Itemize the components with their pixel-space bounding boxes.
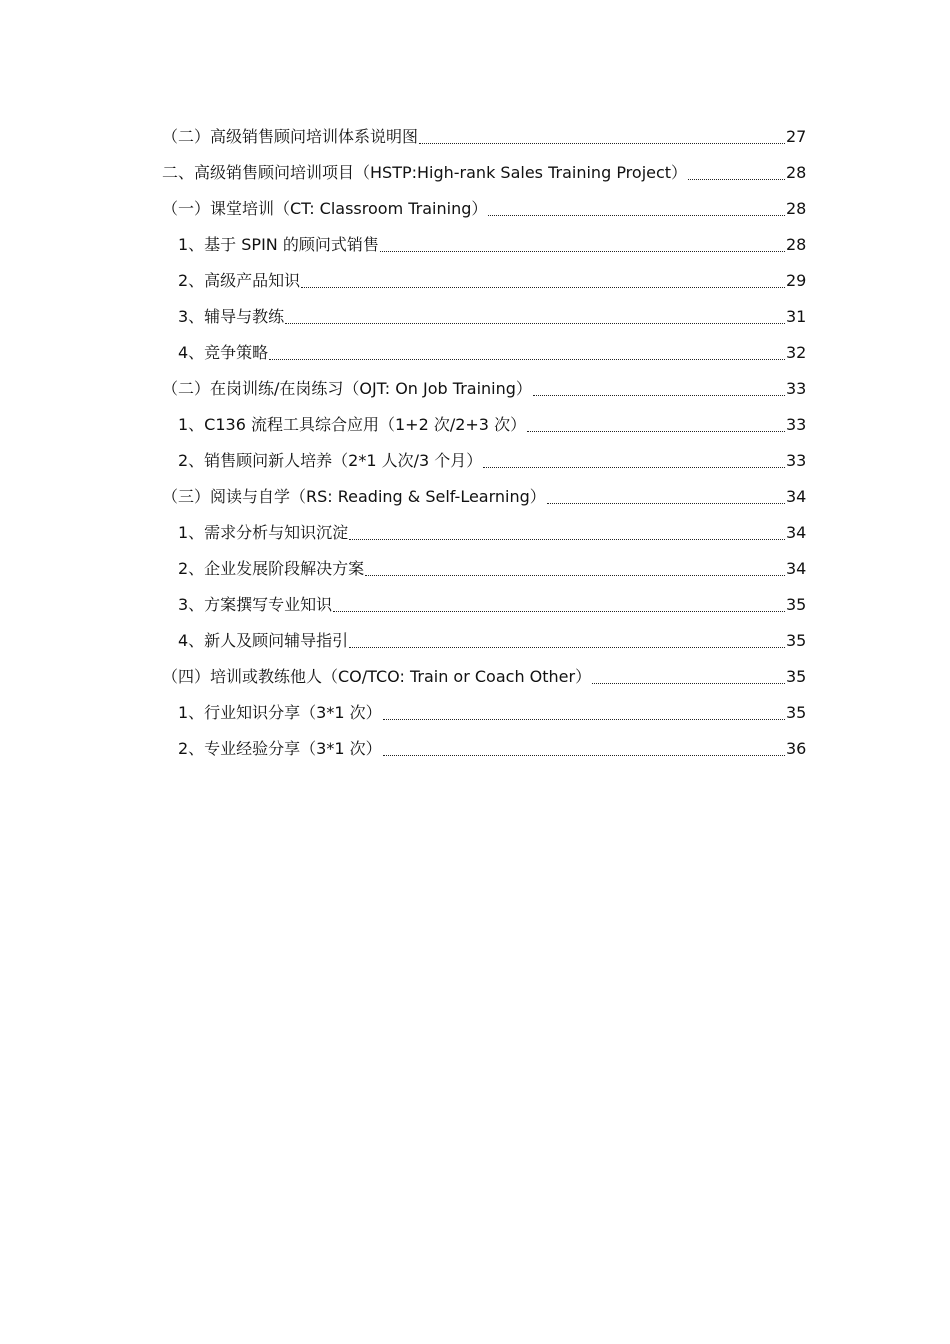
toc-entry[interactable] xyxy=(178,731,806,767)
toc-dot-leader xyxy=(383,695,785,731)
toc-dot-leader xyxy=(527,407,785,443)
toc-entry[interactable] xyxy=(162,119,806,155)
toc-entry-title: 3、方案撰写专业知识 xyxy=(178,595,333,614)
toc-entry-title: （二）在岗训练/在岗练习（OJT: On Job Training） xyxy=(162,379,532,398)
toc-entry-title: 1、行业知识分享（3*1 次） xyxy=(178,703,382,722)
toc-dot-leader xyxy=(380,227,785,263)
toc-page-number: 28 xyxy=(786,163,807,182)
toc-entry[interactable] xyxy=(178,263,806,299)
toc-dot-leader xyxy=(269,335,785,371)
toc-entry[interactable] xyxy=(162,191,806,227)
toc-entry-title: 4、竞争策略 xyxy=(178,343,269,362)
toc-page-number: 28 xyxy=(786,235,807,254)
toc-entry[interactable] xyxy=(162,479,806,515)
toc-entry[interactable] xyxy=(178,335,806,371)
toc-entry[interactable] xyxy=(162,155,806,191)
toc-dot-leader xyxy=(349,623,785,659)
toc-entry-title: 2、企业发展阶段解决方案 xyxy=(178,559,365,578)
toc-page-number: 33 xyxy=(786,379,807,398)
toc-entry[interactable] xyxy=(178,443,806,479)
toc-dot-leader xyxy=(483,443,785,479)
toc-entry-title: 3、辅导与教练 xyxy=(178,307,285,326)
toc-entry[interactable] xyxy=(178,695,806,731)
toc-entry-title: 1、基于 SPIN 的顾问式销售 xyxy=(178,235,379,254)
toc-page-number: 34 xyxy=(786,559,807,578)
toc-page-number: 35 xyxy=(786,595,807,614)
toc-dot-leader xyxy=(349,515,785,551)
toc-page-number: 28 xyxy=(786,199,807,218)
toc-dot-leader xyxy=(592,659,785,695)
toc-entry-title: 2、销售顾问新人培养（2*1 人次/3 个月） xyxy=(178,451,483,470)
toc-entry[interactable] xyxy=(178,623,806,659)
toc-dot-leader xyxy=(285,299,785,335)
toc-dot-leader xyxy=(365,551,785,587)
toc-page-number: 35 xyxy=(786,631,807,650)
toc-entry[interactable] xyxy=(178,587,806,623)
toc-entry-title: 1、C136 流程工具综合应用（1+2 次/2+3 次） xyxy=(178,415,527,434)
toc-entry[interactable] xyxy=(178,407,806,443)
toc-page-number: 33 xyxy=(786,415,807,434)
toc-page-number: 27 xyxy=(786,127,807,146)
toc-page-number: 32 xyxy=(786,343,807,362)
toc-page-number: 36 xyxy=(786,739,807,758)
toc-entry[interactable] xyxy=(162,659,806,695)
toc-entry[interactable] xyxy=(178,227,806,263)
toc-entry[interactable] xyxy=(178,299,806,335)
toc-entry[interactable] xyxy=(178,515,806,551)
toc-entry[interactable] xyxy=(178,551,806,587)
toc-page-number: 35 xyxy=(786,703,807,722)
toc-dot-leader xyxy=(333,587,785,623)
toc-entry-title: （一）课堂培训（CT: Classroom Training） xyxy=(162,199,488,218)
toc-entry-title: 1、需求分析与知识沉淀 xyxy=(178,523,349,542)
toc-dot-leader xyxy=(383,731,785,767)
toc-page-number: 31 xyxy=(786,307,807,326)
toc-entry[interactable] xyxy=(162,371,806,407)
toc-page-number: 34 xyxy=(786,487,807,506)
toc-dot-leader xyxy=(301,263,785,299)
toc-dot-leader xyxy=(488,191,785,227)
toc-page-number: 35 xyxy=(786,667,807,686)
toc-entry-title: 2、高级产品知识 xyxy=(178,271,301,290)
toc-dot-leader xyxy=(688,155,785,191)
toc-entry-title: 4、新人及顾问辅导指引 xyxy=(178,631,349,650)
toc-dot-leader xyxy=(533,371,785,407)
toc-page-number: 34 xyxy=(786,523,807,542)
toc-page-number: 29 xyxy=(786,271,807,290)
toc-entry-title: （三）阅读与自学（RS: Reading & Self-Learning） xyxy=(162,487,546,506)
toc-entry-title: 2、专业经验分享（3*1 次） xyxy=(178,739,382,758)
toc-dot-leader xyxy=(547,479,785,515)
toc-dot-leader xyxy=(419,119,785,155)
toc-entry-title: 二、高级销售顾问培训项目（HSTP:High-rank Sales Training Project） xyxy=(162,163,688,182)
toc-entry-title: （四）培训或教练他人（CO/TCO: Train or Coach Other） xyxy=(162,667,592,686)
toc-page-number: 33 xyxy=(786,451,807,470)
toc-entry-title: （二）高级销售顾问培训体系说明图 xyxy=(162,127,419,146)
